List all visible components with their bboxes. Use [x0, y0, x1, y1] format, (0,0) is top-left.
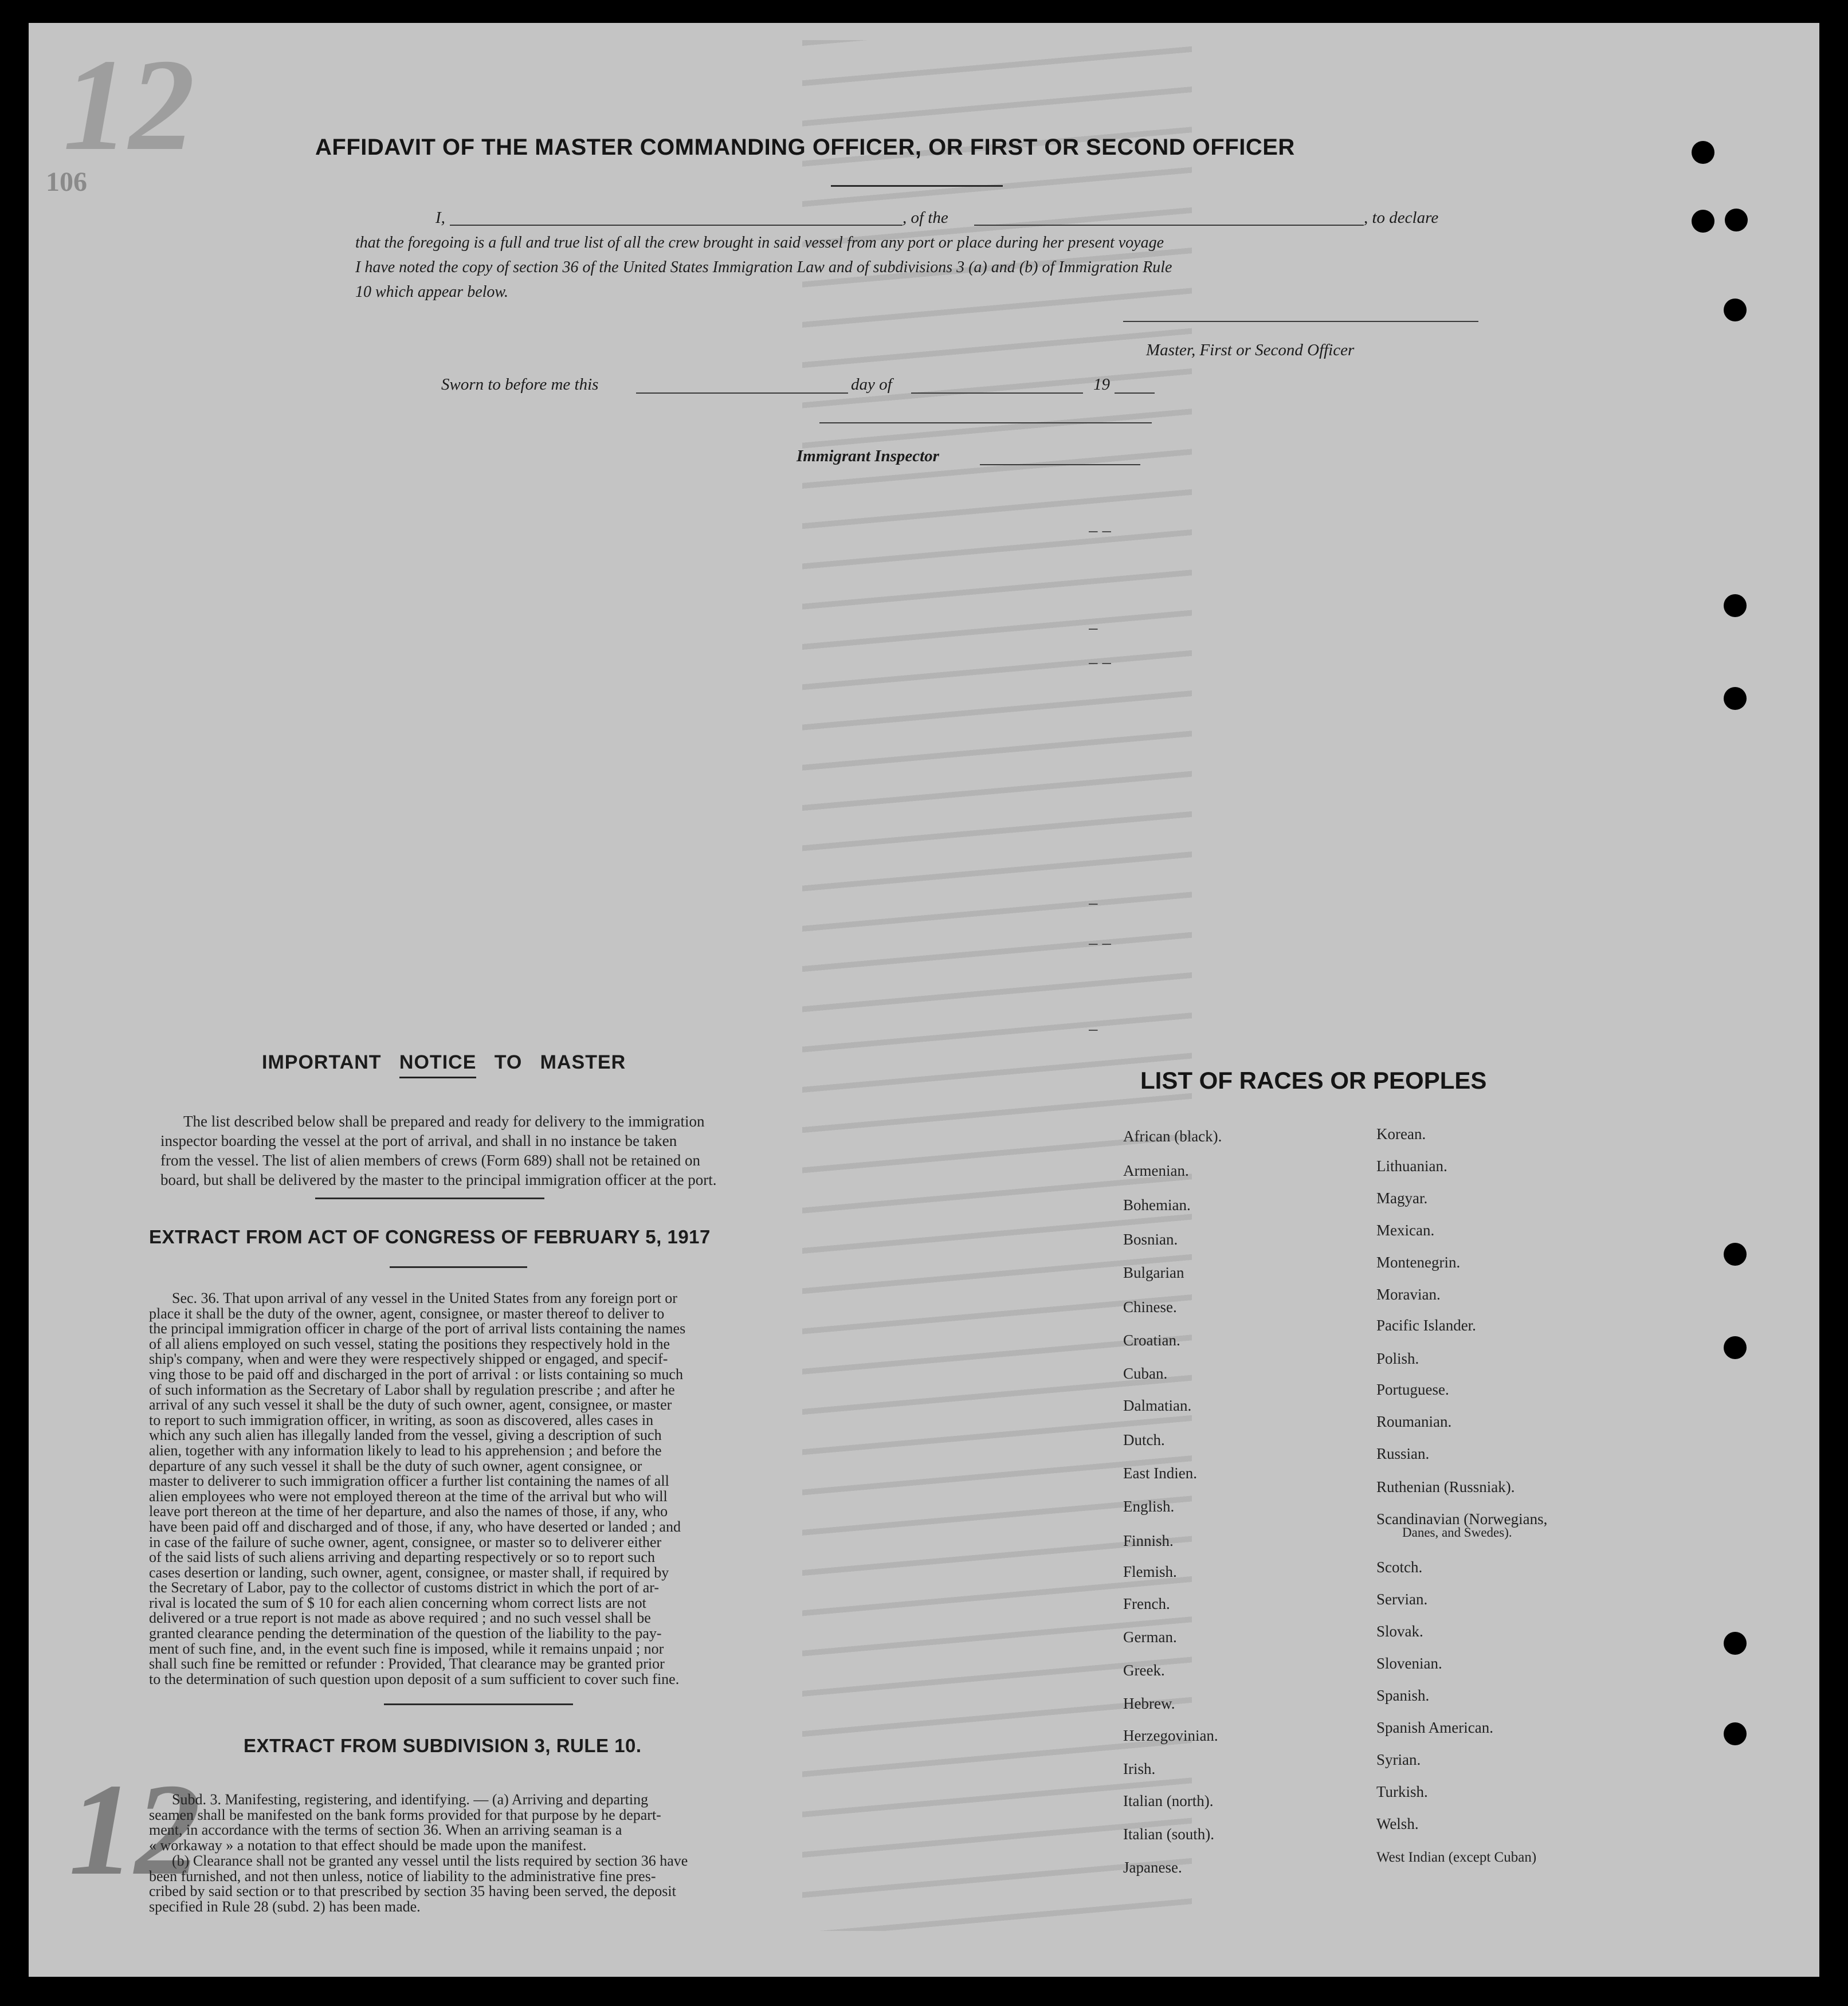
dash-mark: –	[1089, 1020, 1098, 1038]
extract-act-line: to the determination of such question upon deposit of a sum sufficient to cover such fine.	[149, 1670, 680, 1687]
dash-mark: – –	[1089, 653, 1111, 671]
race-item: East Indien.	[1123, 1465, 1197, 1482]
race-item: English.	[1123, 1498, 1175, 1515]
dash-mark: – –	[1089, 521, 1111, 539]
affidavit-line3: I have noted the copy of section 36 of the United States Immigration Law and of subdivisions 3 (a) and (b) of Immigration Rule	[355, 258, 1172, 276]
extract-act-line: the principal immigration officer in charge of the port of arrival lists containing the names	[149, 1320, 686, 1337]
affidavit-line4: 10 which appear below.	[355, 283, 509, 301]
extract-rule-line: cribed by said section or to that prescribed by section 35 having been served, the deposit	[149, 1883, 676, 1900]
extract-act-line: of the said lists of such aliens arriving and departing respectively or so to report such	[149, 1549, 656, 1566]
sworn-day-field[interactable]	[636, 392, 848, 394]
race-item: French.	[1123, 1595, 1170, 1612]
extract-rule-line: Subd. 3. Manifesting, registering, and identifying. — (a) Arriving and departing	[172, 1791, 649, 1808]
race-item: Japanese.	[1123, 1859, 1182, 1876]
race-item: Portuguese.	[1376, 1381, 1449, 1398]
extract-act-line: in case of the failure of suche owner, agent, consignee, or master so to deliverer either	[149, 1533, 662, 1550]
race-item: Hebrew.	[1123, 1695, 1175, 1712]
dash-mark: – –	[1089, 934, 1111, 952]
race-item: Spanish American.	[1376, 1719, 1493, 1736]
signature-line[interactable]	[1123, 321, 1478, 322]
affidavit-of-the: , of the	[903, 209, 948, 227]
race-item: Bohemian.	[1123, 1196, 1191, 1214]
punch-hole	[1724, 1722, 1747, 1745]
race-item: Syrian.	[1376, 1751, 1421, 1768]
extract-act-line: leave port thereon at the time of her departure, and also the names of those, if any, who	[149, 1503, 668, 1520]
notice-title-word: MASTER	[540, 1051, 626, 1073]
race-item: Welsh.	[1376, 1815, 1419, 1832]
extract-act-line: rival is located the sum of $ 10 for each alien concerning whom correct lists are not	[149, 1594, 646, 1611]
notice-line: board, but shall be delivered by the master to the principal immigration officer at the port.	[160, 1171, 717, 1188]
sworn-month-field[interactable]	[911, 392, 1083, 394]
affidavit-vessel-field[interactable]	[974, 225, 1364, 226]
small-number: 106	[46, 167, 87, 197]
punch-hole	[1692, 210, 1714, 233]
affidavit-title: AFFIDAVIT OF THE MASTER COMMANDING OFFICER, OR FIRST OR SECOND OFFICER	[315, 135, 1295, 160]
punch-hole	[1724, 1336, 1747, 1359]
race-item: Polish.	[1376, 1350, 1419, 1367]
race-item: Croatian.	[1123, 1332, 1180, 1349]
race-item: Roumanian.	[1376, 1413, 1452, 1430]
race-item: Flemish.	[1123, 1563, 1177, 1580]
race-item: Italian (south).	[1123, 1826, 1214, 1843]
punch-hole	[1724, 1243, 1747, 1266]
sworn-year-prefix: 19	[1093, 375, 1110, 394]
punch-hole	[1692, 141, 1714, 164]
extract-act-line: departure of any such vessel it shall be the duty of such owner, agent consignee, or	[149, 1457, 642, 1474]
race-item: Dutch.	[1123, 1431, 1165, 1448]
inspector-signature-line[interactable]	[819, 422, 1152, 423]
dash-mark: –	[1089, 619, 1098, 637]
extract-act-line: of such information as the Secretary of Labor shall by regulation prescribe ; and after he	[149, 1381, 675, 1398]
extract-act-line: granted clearance pending the determination of the question of the liability to the pay-	[149, 1625, 662, 1642]
notice-line: The list described below shall be prepared and ready for delivery to the immigration	[183, 1113, 705, 1130]
affidavit-line2: that the foregoing is a full and true list of all the crew brought in said vessel from any port or place during her present voyage	[355, 234, 1164, 252]
extract-act-line: arrival of any such vessel it shall be the duty of such owner, agent, consignee, or master	[149, 1396, 672, 1414]
extract-rule-line: seamen shall be manifested on the bank forms provided for that purpose by he depart-	[149, 1806, 661, 1823]
race-item: Bulgarian	[1123, 1264, 1184, 1281]
extract-act-line: alien, together with any information likely to lead to his apprehension ; and before the	[149, 1442, 662, 1459]
extract-act-line: have been paid off and discharged and of those, if any, who have deserted or landed ; and	[149, 1518, 681, 1535]
punch-hole	[1724, 687, 1747, 710]
notice-title-word: NOTICE	[399, 1051, 476, 1078]
punch-hole	[1724, 299, 1747, 321]
sworn-day-of: day of	[851, 375, 892, 394]
race-item: Mexican.	[1376, 1222, 1435, 1239]
bleed-through-handwriting	[802, 40, 1192, 1931]
race-item: Irish.	[1123, 1760, 1156, 1777]
extract-act-line: cases desertion or landing, such owner, agent, consignee, or master shall, if required by	[149, 1564, 669, 1581]
race-item: Finnish.	[1123, 1532, 1174, 1549]
extract-act-line: delivered or a true report is not made as above required ; and no such vessel shall be	[149, 1609, 651, 1627]
punch-hole	[1725, 209, 1748, 231]
inspector-caption: Immigrant Inspector	[797, 447, 939, 465]
race-item: Magyar.	[1376, 1190, 1428, 1207]
race-item: Armenian.	[1123, 1162, 1189, 1179]
extract-rule-line: specified in Rule 28 (subd. 2) has been made.	[149, 1898, 421, 1915]
document-sheet	[29, 23, 1819, 1977]
extract-rule-line: (b) Clearance shall not be granted any vessel until the lists required by section 36 have	[172, 1852, 688, 1869]
race-item: Slovenian.	[1376, 1655, 1442, 1672]
stamp-number-bottom: 12	[69, 1756, 201, 1902]
notice-divider	[315, 1198, 544, 1199]
notice-title	[262, 1051, 626, 1074]
affidavit-name-field[interactable]	[450, 225, 903, 226]
extract-act-line: which any such alien has illegally landed from the vessel, giving a description of such	[149, 1427, 662, 1444]
race-item: Turkish.	[1376, 1783, 1428, 1800]
races-title: LIST OF RACES OR PEOPLES	[1140, 1067, 1487, 1094]
race-item: Korean.	[1376, 1125, 1426, 1143]
extract-act-line: Sec. 36. That upon arrival of any vessel in the United States from any foreign port or	[172, 1290, 677, 1306]
notice-title-word: IMPORTANT	[262, 1051, 382, 1073]
extract-rule-body	[149, 1792, 688, 1915]
race-item: German.	[1123, 1628, 1177, 1646]
extract-act-line: ving those to be paid off and discharged in the port of arrival : or lists containing so much	[149, 1365, 683, 1383]
race-item: African (black).	[1123, 1128, 1222, 1145]
extract-act-divider	[384, 1703, 573, 1705]
extract-act-title: EXTRACT FROM ACT OF CONGRESS OF FEBRUARY 5, 1917	[149, 1226, 711, 1247]
inspector-line[interactable]	[980, 464, 1140, 465]
extract-act-line: the Secretary of Labor, pay to the collector of customs district in which the port of ar-	[149, 1579, 660, 1596]
race-item: Greek.	[1123, 1662, 1165, 1679]
race-item: Slovak.	[1376, 1623, 1423, 1640]
extract-act-line: of all aliens employed on such vessel, stating the positions they respectively hold in the	[149, 1335, 670, 1352]
race-item: Dalmatian.	[1123, 1397, 1192, 1414]
race-item: Ruthenian (Russniak).	[1376, 1478, 1515, 1495]
race-item: Pacific Islander.	[1376, 1317, 1476, 1334]
race-item: Moravian.	[1376, 1286, 1441, 1303]
signature-caption: Master, First or Second Officer	[1146, 341, 1355, 359]
dash-mark: –	[1089, 894, 1098, 912]
race-item: Herzegovinian.	[1123, 1727, 1218, 1744]
race-item: Scotch.	[1376, 1559, 1423, 1576]
extract-rule-title: EXTRACT FROM SUBDIVISION 3, RULE 10.	[244, 1735, 642, 1756]
extract-act-line: ship's company, when and were they were respectively shipped or engaged, and specif-	[149, 1351, 668, 1368]
affidavit-line1-i: I,	[435, 209, 445, 227]
race-item: Bosnian.	[1123, 1231, 1178, 1248]
extract-act-line: place it shall be the duty of the owner, agent, consignee, or master thereof to deliver to	[149, 1305, 665, 1322]
extract-rule-line: ment, in accordance with the terms of section 36. When an arriving seaman is a	[149, 1822, 622, 1839]
race-item: Servian.	[1376, 1591, 1428, 1608]
punch-hole	[1724, 594, 1747, 617]
race-item: Danes, and Swedes).	[1402, 1525, 1512, 1540]
punch-hole	[1724, 1632, 1747, 1655]
sworn-year-field[interactable]	[1115, 392, 1155, 394]
affidavit-title-rule	[831, 185, 1003, 187]
stamp-number-top: 12	[63, 32, 195, 178]
extract-act-body	[149, 1291, 685, 1687]
notice-title-word: TO	[494, 1051, 523, 1073]
race-item: Lithuanian.	[1376, 1157, 1447, 1175]
extract-rule-line: « workaway » a notation to that effect should be made upon the manifest.	[149, 1837, 587, 1854]
extract-act-rule	[390, 1266, 527, 1268]
notice-line: inspector boarding the vessel at the port of arrival, and shall in no instance be taken	[160, 1132, 677, 1149]
race-item: Russian.	[1376, 1445, 1430, 1462]
extract-act-line: master to deliverer to such immigration officer a further list containing the names of all	[149, 1473, 669, 1490]
affidavit-to-declare: , to declare	[1364, 209, 1439, 227]
race-item: West Indian (except Cuban)	[1376, 1850, 1537, 1865]
race-item: Italian (north).	[1123, 1792, 1214, 1809]
race-item: Scandinavian (Norwegians,	[1376, 1510, 1548, 1528]
extract-act-line: to report to such immigration officer, in writing, as soon as discovered, alles cases in	[149, 1411, 654, 1428]
extract-act-line: ment of such fine, and, in the event such fine is imposed, while it remains unpaid ; nor	[149, 1640, 664, 1657]
race-item: Cuban.	[1123, 1365, 1168, 1382]
race-item: Chinese.	[1123, 1298, 1177, 1316]
sworn-text: Sworn to before me this	[441, 375, 599, 394]
extract-act-line: alien employees who were not employed thereon at the time of the arrival but who will	[149, 1487, 668, 1505]
race-item: Spanish.	[1376, 1687, 1430, 1704]
notice-line: from the vessel. The list of alien members of crews (Form 689) shall not be retained on	[160, 1152, 701, 1169]
extract-act-line: shall such fine be remitted or refunder : Provided, That clearance may be granted prior	[149, 1655, 665, 1673]
race-item: Montenegrin.	[1376, 1254, 1461, 1271]
extract-rule-line: been furnished, and not then unless, notice of liability to the administrative fine pres-	[149, 1867, 656, 1885]
notice-body	[160, 1112, 716, 1190]
